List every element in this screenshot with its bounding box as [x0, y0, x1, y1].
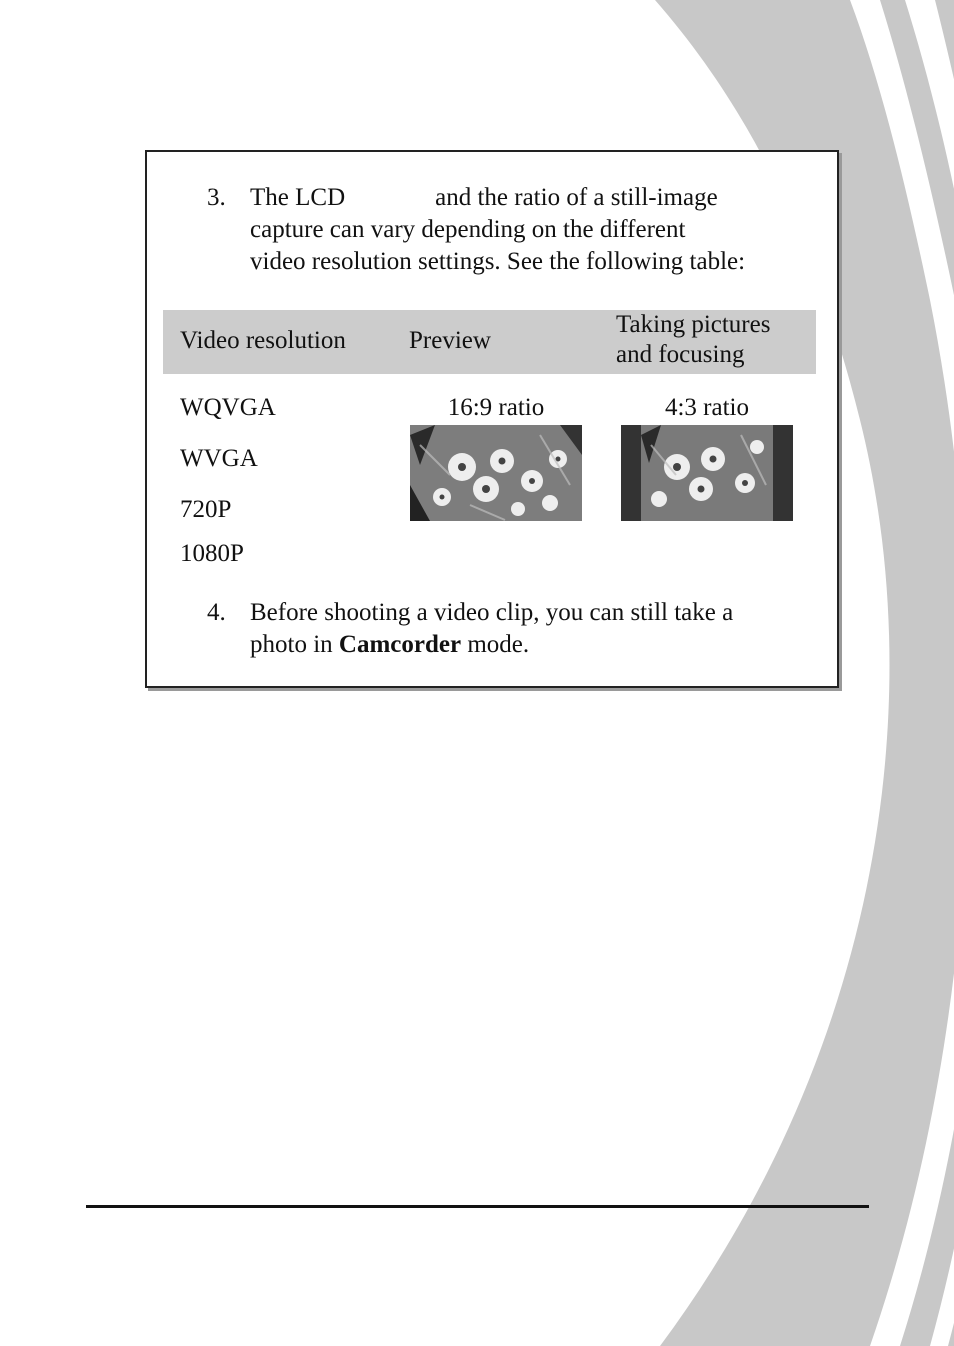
- taking-ratio-label: 4:3 ratio: [664, 394, 749, 421]
- resolution-1080p: 1080P: [180, 540, 244, 567]
- header-taking-pictures: [616, 310, 770, 370]
- note-box: [145, 150, 839, 688]
- list-text: [250, 182, 745, 278]
- text-line: [250, 182, 745, 214]
- list-text: [250, 597, 733, 661]
- list-item-3: [207, 182, 827, 282]
- table-header: [163, 310, 816, 374]
- text-fragment: photo in: [250, 631, 333, 658]
- camcorder-mode-term: Camcorder: [338, 631, 462, 658]
- text-fragment: and the ratio of a still-image: [435, 184, 718, 211]
- preview-ratio-label: 16:9 ratio: [447, 394, 545, 421]
- preview-16-9-image: [410, 425, 582, 521]
- text-line: capture can vary depending on the different: [250, 216, 686, 243]
- header-line: Taking pictures: [616, 311, 771, 338]
- footer-rule: [86, 1205, 869, 1208]
- resolution-wqvga: WQVGA: [180, 394, 276, 421]
- taking-4-3-image: [621, 425, 793, 521]
- text-line: video resolution settings. See the following table:: [250, 248, 746, 275]
- resolution-720p: 720P: [180, 496, 232, 523]
- header-preview: Preview: [409, 327, 491, 354]
- text-line: [250, 629, 733, 661]
- list-item-4: [207, 597, 827, 667]
- text-fragment: The LCD: [250, 184, 346, 211]
- resolution-wvga: WVGA: [180, 445, 258, 472]
- header-video-resolution: Video resolution: [180, 327, 346, 354]
- list-number: 3.: [207, 184, 226, 211]
- list-number: 4.: [207, 599, 226, 626]
- text-fragment: mode.: [467, 631, 530, 658]
- text-line: Before shooting a video clip, you can still take a: [250, 599, 734, 626]
- header-line: and focusing: [616, 341, 745, 368]
